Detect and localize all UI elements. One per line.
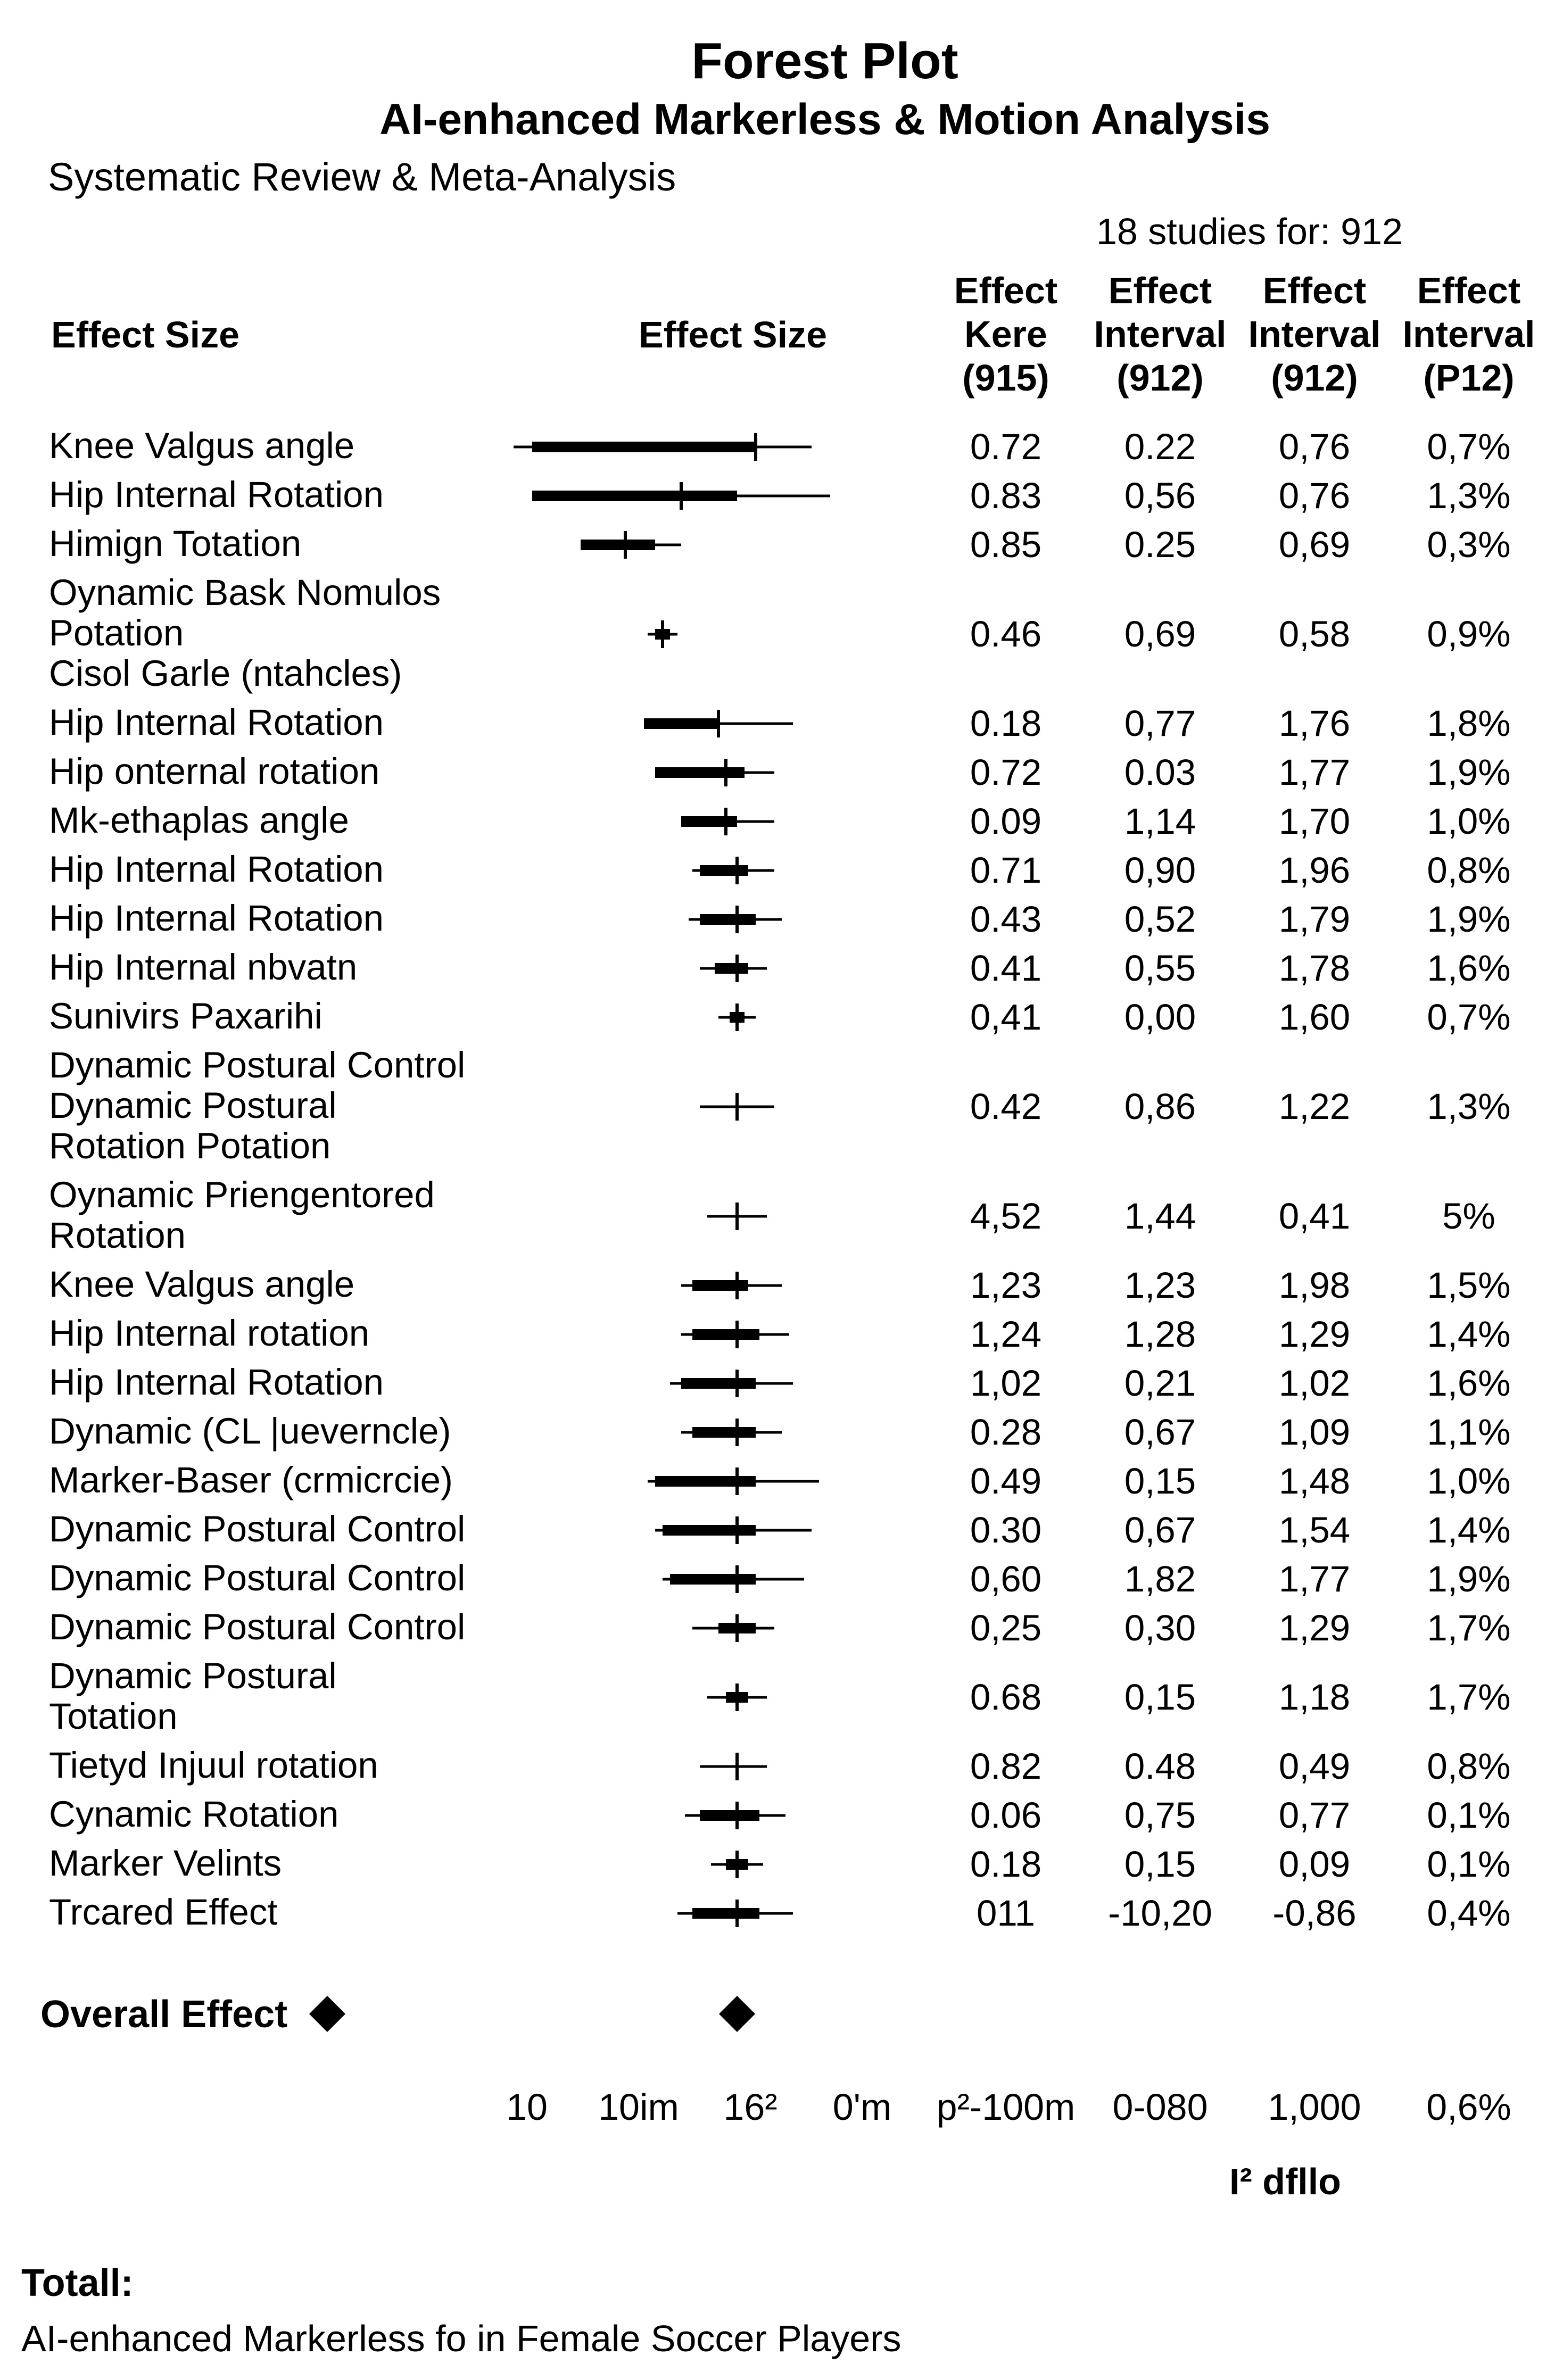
row-value-col4: 1,0% xyxy=(1427,1461,1511,1502)
forest-marker xyxy=(655,759,774,786)
row-value-col1: 0.28 xyxy=(970,1412,1042,1453)
row-value-col4: 1,7% xyxy=(1427,1677,1511,1718)
row-value-col2: 0,77 xyxy=(1124,703,1196,744)
row-value-col1: 4,52 xyxy=(970,1196,1042,1237)
row-value-col4: 1,6% xyxy=(1427,948,1511,989)
chart-title: Forest Plot xyxy=(691,32,958,89)
forest-marker xyxy=(692,857,774,884)
axis-col-value: 0-080 xyxy=(1112,2086,1208,2128)
i2-label: I² dfllo xyxy=(1229,2161,1341,2202)
row-label: Dynamic Postural xyxy=(49,1655,337,1696)
footer-subtitle: AI-enhanced Markerless fo in Female Soccer Players xyxy=(21,2318,902,2359)
axis-col-value: 0,6% xyxy=(1426,2086,1511,2128)
row-value-col1: 0.85 xyxy=(970,524,1042,565)
row-value-col3: 0,76 xyxy=(1278,426,1351,467)
row-value-col3: 0,58 xyxy=(1278,613,1351,654)
effect-weight-bar xyxy=(692,1427,756,1438)
row-value-col3: -0,86 xyxy=(1272,1893,1357,1934)
row-label: Hip Internal Rotation xyxy=(49,1362,384,1403)
row-value-col1: 0,41 xyxy=(970,997,1042,1038)
row-value-col4: 1,3% xyxy=(1427,475,1511,516)
row-value-col2: 0,15 xyxy=(1124,1844,1196,1885)
row-value-col4: 1,5% xyxy=(1427,1265,1511,1306)
row-label: Rotation xyxy=(49,1215,186,1256)
row-value-col2: 1,28 xyxy=(1124,1314,1196,1355)
row-value-col2: 0,52 xyxy=(1124,899,1196,940)
row-value-col4: 0,1% xyxy=(1427,1844,1511,1885)
row-value-col4: 1,4% xyxy=(1427,1314,1511,1355)
row-value-col2: 0.25 xyxy=(1124,524,1196,565)
overall-effect-legend-diamond xyxy=(309,1996,345,2032)
row-label: Himign Totation xyxy=(49,523,302,564)
row-value-col1: 0.68 xyxy=(970,1677,1042,1718)
row-value-col1: 1,23 xyxy=(970,1265,1042,1306)
row-label: Dynamic Postural xyxy=(49,1085,337,1126)
forest-marker xyxy=(689,906,782,933)
column-header-1-line3: (915) xyxy=(962,357,1049,399)
axis-tick-label: 10 xyxy=(506,2086,548,2128)
row-value-col3: 1,48 xyxy=(1278,1461,1351,1502)
row-value-col4: 1,9% xyxy=(1427,899,1511,940)
row-value-col4: 1,1% xyxy=(1427,1412,1511,1453)
studies-note: 18 studies for: 912 xyxy=(1096,211,1403,252)
axis-tick-label: 0'm xyxy=(832,2086,892,2128)
effect-weight-bar xyxy=(700,914,756,925)
row-value-col1: 0.18 xyxy=(970,703,1042,744)
row-value-col3: 1,77 xyxy=(1278,752,1351,793)
axis-col-value: p²-100m xyxy=(936,2086,1076,2128)
effect-weight-bar xyxy=(700,865,748,876)
effect-weight-bar xyxy=(655,767,745,778)
row-label: Hip Internal rotation xyxy=(49,1313,370,1354)
row-value-col2: 1,14 xyxy=(1124,801,1196,842)
column-header-3-line2: Interval xyxy=(1248,313,1381,355)
row-value-col4: 0,8% xyxy=(1427,1746,1511,1787)
row-value-col3: 0,41 xyxy=(1278,1196,1351,1237)
row-label: Cisol Garle (ntahcles) xyxy=(49,653,402,694)
row-label: Hip Internal nbvatn xyxy=(49,947,358,988)
row-label: Sunivirs Paxarihi xyxy=(49,996,322,1036)
forest-marker xyxy=(581,531,681,559)
effect-weight-bar xyxy=(681,1378,756,1389)
row-label: Totation xyxy=(49,1696,178,1737)
chart-subtitle: AI-enhanced Markerless & Motion Analysis xyxy=(379,95,1270,144)
forest-marker xyxy=(700,1753,767,1780)
row-value-col4: 1,9% xyxy=(1427,1558,1511,1599)
forest-marker xyxy=(681,1321,789,1348)
row-value-col4: 0,3% xyxy=(1427,524,1511,565)
row-value-col3: 1,70 xyxy=(1278,801,1351,842)
row-value-col2: 0,67 xyxy=(1124,1412,1196,1453)
column-header-2-line3: (912) xyxy=(1117,357,1204,399)
column-header-4-line1: Effect xyxy=(1417,270,1521,311)
row-value-col2: 0,15 xyxy=(1124,1677,1196,1718)
row-value-col2: 0,21 xyxy=(1124,1363,1196,1404)
row-value-col3: 1,09 xyxy=(1278,1412,1351,1453)
row-label: Hip Internal Rotation xyxy=(49,702,384,743)
row-label: Tietyd Injuul rotation xyxy=(49,1745,378,1786)
row-value-col4: 0,1% xyxy=(1427,1795,1511,1836)
row-label: Hip Internal Rotation xyxy=(49,898,384,939)
row-value-col3: 0,76 xyxy=(1278,475,1351,516)
row-value-col1: 0.71 xyxy=(970,850,1042,891)
effect-weight-bar xyxy=(681,816,737,827)
row-value-col2: 1,82 xyxy=(1124,1558,1196,1599)
row-value-col4: 0,7% xyxy=(1427,426,1511,467)
column-header-2-line2: Interval xyxy=(1094,313,1227,355)
row-label: Knee Valgus angle xyxy=(49,425,355,466)
row-value-col3: 0,77 xyxy=(1278,1795,1351,1836)
header-label-column: Effect Size xyxy=(51,314,239,355)
row-value-col1: 0.82 xyxy=(970,1746,1042,1787)
effect-weight-bar xyxy=(644,718,718,729)
row-value-col1: 0.30 xyxy=(970,1510,1042,1550)
row-label: Rotation Potation xyxy=(49,1125,331,1166)
forest-marker xyxy=(681,808,774,835)
row-label: Knee Valgus angle xyxy=(49,1264,355,1305)
row-value-col3: 1,96 xyxy=(1278,850,1351,891)
row-value-col3: 1,79 xyxy=(1278,899,1351,940)
column-header-1-line2: Kere xyxy=(964,313,1047,355)
column-header-4-line3: (P12) xyxy=(1423,357,1515,399)
forest-marker xyxy=(663,1565,804,1593)
row-label: Mk-ethaplas angle xyxy=(49,800,349,841)
row-value-col2: 0,67 xyxy=(1124,1510,1196,1550)
effect-weight-bar xyxy=(715,963,748,974)
row-label: Dynamic Postural Control xyxy=(49,1508,466,1549)
chart-subsubtitle: Systematic Review & Meta-Analysis xyxy=(48,155,676,199)
forest-marker xyxy=(644,710,793,737)
forest-marker xyxy=(655,1516,812,1544)
forest-marker xyxy=(685,1802,785,1829)
row-value-col4: 1,3% xyxy=(1427,1086,1511,1127)
row-value-col2: 0,69 xyxy=(1124,613,1196,654)
forest-marker xyxy=(707,1203,767,1230)
row-value-col2: 0,90 xyxy=(1124,850,1196,891)
row-value-col1: 0.46 xyxy=(970,613,1042,654)
column-header-1-line1: Effect xyxy=(954,270,1058,311)
row-value-col1: 0.06 xyxy=(970,1795,1042,1836)
row-label: Hip Internal Rotation xyxy=(49,849,384,890)
row-value-col2: 1,44 xyxy=(1124,1196,1196,1237)
forest-marker xyxy=(532,482,830,510)
overall-effect-diamond xyxy=(719,1996,755,2032)
forest-marker xyxy=(670,1370,793,1397)
row-value-col3: 0,49 xyxy=(1278,1746,1351,1787)
row-label: Cynamic Rotation xyxy=(49,1794,339,1835)
row-value-col2: 0,56 xyxy=(1124,475,1196,516)
row-label: Potation xyxy=(49,612,184,653)
row-value-col2: 0.22 xyxy=(1124,426,1196,467)
row-value-col1: 0.43 xyxy=(970,899,1042,940)
column-header-3-line1: Effect xyxy=(1262,270,1367,311)
row-label: Marker Velints xyxy=(49,1843,282,1884)
row-value-col4: 0,9% xyxy=(1427,613,1511,654)
effect-weight-bar xyxy=(581,540,655,550)
forest-marker xyxy=(677,1900,793,1927)
row-value-col1: 1,02 xyxy=(970,1363,1042,1404)
row-value-col4: 5% xyxy=(1442,1196,1495,1237)
row-value-col4: 1,0% xyxy=(1427,801,1511,842)
footer-title: Totall: xyxy=(21,2262,134,2304)
row-value-col4: 0,4% xyxy=(1427,1893,1511,1934)
effect-weight-bar xyxy=(692,1908,759,1919)
row-value-col4: 1,7% xyxy=(1427,1607,1511,1648)
row-value-col4: 1,6% xyxy=(1427,1363,1511,1404)
row-label: Marker-Baser (crmicrcie) xyxy=(49,1459,453,1500)
row-value-col2: 0,55 xyxy=(1124,948,1196,989)
row-value-col4: 0,7% xyxy=(1427,997,1511,1038)
row-value-col3: 0,69 xyxy=(1278,524,1351,565)
row-value-col3: 1,22 xyxy=(1278,1086,1351,1127)
axis-col-value: 1,000 xyxy=(1268,2086,1361,2128)
row-label: Trcared Effect xyxy=(49,1892,278,1933)
row-value-col3: 1,78 xyxy=(1278,948,1351,989)
row-label: Dynamic Postural Control xyxy=(49,1044,466,1085)
header-plot-column: Effect Size xyxy=(639,314,827,355)
row-label: Oynamic Bask Nomulos xyxy=(49,572,441,613)
forest-marker xyxy=(514,433,812,461)
forest-marker xyxy=(700,955,767,982)
row-label: Hip Internal Rotation xyxy=(49,474,384,515)
forest-marker xyxy=(707,1684,767,1711)
forest-marker xyxy=(681,1419,782,1446)
effect-weight-bar xyxy=(692,1280,748,1291)
row-value-col2: 0,86 xyxy=(1124,1086,1196,1127)
row-value-col2: 1,23 xyxy=(1124,1265,1196,1306)
effect-weight-bar xyxy=(663,1525,756,1536)
row-value-col1: 0.42 xyxy=(970,1086,1042,1127)
row-label: Oynamic Priengentored xyxy=(49,1174,435,1215)
forest-marker xyxy=(681,1272,782,1299)
axis-tick-label: 16² xyxy=(723,2086,778,2128)
row-value-col1: 0.72 xyxy=(970,752,1042,793)
forest-marker xyxy=(700,1093,774,1121)
row-value-col2: 0,75 xyxy=(1124,1795,1196,1836)
column-header-4-line2: Interval xyxy=(1402,313,1535,355)
row-value-col2: 0,30 xyxy=(1124,1607,1196,1648)
row-value-col3: 1,29 xyxy=(1278,1607,1351,1648)
row-label: Dynamic Postural Control xyxy=(49,1606,466,1647)
effect-weight-bar xyxy=(692,1329,759,1340)
row-value-col3: 1,02 xyxy=(1278,1363,1351,1404)
row-value-col2: -10,20 xyxy=(1108,1893,1212,1934)
row-value-col1: 0.18 xyxy=(970,1844,1042,1885)
row-value-col3: 1,98 xyxy=(1278,1265,1351,1306)
forest-marker xyxy=(711,1851,763,1878)
row-value-col4: 1,4% xyxy=(1427,1510,1511,1550)
overall-effect-label: Overall Effect xyxy=(40,1993,288,2036)
row-value-col3: 1,76 xyxy=(1278,703,1351,744)
row-value-col1: 0,25 xyxy=(970,1607,1042,1648)
forest-marker xyxy=(648,1467,819,1495)
row-value-col1: 0,60 xyxy=(970,1558,1042,1599)
row-value-col1: 0.41 xyxy=(970,948,1042,989)
row-label: Dynamic (CL |ueverncle) xyxy=(49,1411,451,1452)
row-value-col3: 1,54 xyxy=(1278,1510,1351,1550)
forest-marker xyxy=(648,620,677,648)
row-value-col2: 0,15 xyxy=(1124,1461,1196,1502)
row-label: Dynamic Postural Control xyxy=(49,1557,466,1598)
effect-weight-bar xyxy=(670,1574,756,1585)
row-value-col3: 1,18 xyxy=(1278,1677,1351,1718)
effect-weight-bar xyxy=(532,491,737,501)
axis-tick-label: 10im xyxy=(598,2086,679,2128)
row-value-col1: 0.72 xyxy=(970,426,1042,467)
row-value-col3: 1,77 xyxy=(1278,1558,1351,1599)
forest-marker xyxy=(718,1004,756,1031)
row-value-col2: 0.03 xyxy=(1124,752,1196,793)
effect-weight-bar xyxy=(532,442,756,452)
column-header-3-line3: (912) xyxy=(1271,357,1358,399)
row-value-col1: 0.83 xyxy=(970,475,1042,516)
row-value-col1: 1,24 xyxy=(970,1314,1042,1355)
row-value-col2: 0,00 xyxy=(1124,997,1196,1038)
row-value-col4: 1,9% xyxy=(1427,752,1511,793)
row-label: Hip onternal rotation xyxy=(49,751,380,792)
row-value-col4: 1,8% xyxy=(1427,703,1511,744)
effect-weight-bar xyxy=(700,1810,759,1821)
effect-weight-bar xyxy=(655,1476,756,1487)
forest-marker xyxy=(692,1614,774,1642)
row-value-col3: 1,60 xyxy=(1278,997,1351,1038)
column-header-2-line1: Effect xyxy=(1108,270,1212,311)
row-value-col1: 011 xyxy=(976,1893,1035,1934)
row-value-col2: 0.48 xyxy=(1124,1746,1196,1787)
row-value-col1: 0.49 xyxy=(970,1461,1042,1502)
row-value-col3: 0,09 xyxy=(1278,1844,1351,1885)
row-value-col1: 0.09 xyxy=(970,801,1042,842)
row-value-col3: 1,29 xyxy=(1278,1314,1351,1355)
row-value-col4: 0,8% xyxy=(1427,850,1511,891)
